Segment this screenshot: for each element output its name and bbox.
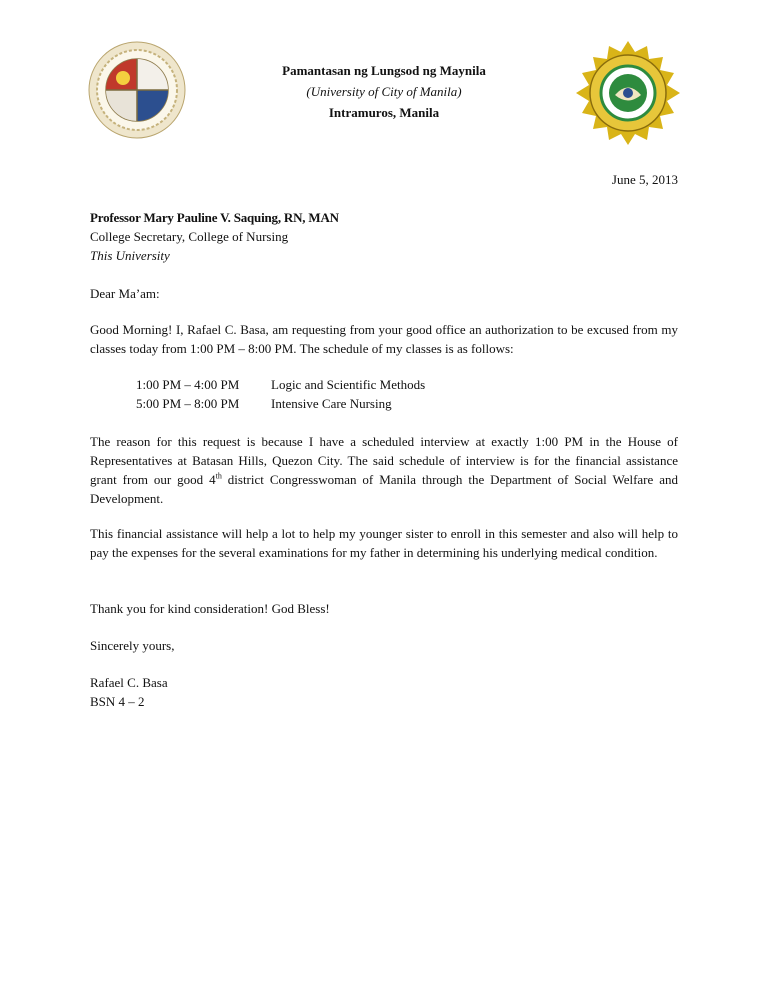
sender-name: Rafael C. Basa bbox=[90, 675, 168, 690]
salutation: Dear Ma’am: bbox=[90, 286, 160, 301]
paragraph-reason-part2: district Congresswoman of Manila through the Department of Social Welfare and Development. bbox=[90, 472, 678, 506]
recipient-title: College Secretary, College of Nursing bbox=[90, 229, 289, 244]
paragraph-reason bbox=[90, 432, 678, 508]
class-schedule bbox=[90, 375, 678, 413]
sender-section: BSN 4 – 2 bbox=[90, 694, 145, 709]
closing-line: Sincerely yours, bbox=[90, 638, 175, 653]
university-english-name: (University of City of Manila) bbox=[306, 84, 462, 99]
university-seal-left-icon bbox=[87, 40, 187, 140]
letterhead bbox=[200, 60, 568, 123]
paragraph-reason-part1: The reason for this request is because I have a scheduled interview at exactly 1:00 PM in the House of Representatives at Batasan Hills, Quezon City. The said schedule of interview is for the financial assistance grant from our good 4 bbox=[90, 434, 678, 487]
ordinal-suffix: th bbox=[215, 471, 222, 481]
schedule-time: 5:00 PM – 8:00 PM bbox=[136, 396, 240, 411]
signature-block bbox=[90, 673, 678, 711]
schedule-row bbox=[90, 394, 678, 413]
schedule-subject: Logic and Scientific Methods bbox=[271, 377, 426, 392]
schedule-row bbox=[90, 375, 678, 394]
recipient-block bbox=[90, 208, 678, 265]
thanks-line: Thank you for kind consideration! God Bless! bbox=[90, 601, 330, 616]
schedule-time: 1:00 PM – 4:00 PM bbox=[136, 377, 240, 392]
paragraph-request: Good Morning! I, Rafael C. Basa, am requesting from your good office an authorization to be excused from my classes today from 1:00 PM – 8:00 PM. The schedule of my classes is as follows: bbox=[90, 322, 678, 356]
recipient-institution: This University bbox=[90, 248, 170, 263]
university-name: Pamantasan ng Lungsod ng Maynila bbox=[282, 63, 486, 78]
paragraph-purpose: This financial assistance will help a lot to help my younger sister to enroll in this semester and also will help to pay the expenses for the several examinations for my father in determining his underlying medical condition. bbox=[90, 526, 678, 560]
recipient-name: Professor Mary Pauline V. Saquing, RN, MAN bbox=[90, 210, 339, 225]
university-location: Intramuros, Manila bbox=[328, 105, 440, 120]
schedule-subject: Intensive Care Nursing bbox=[271, 396, 392, 411]
college-seal-right-icon bbox=[575, 40, 681, 146]
letter-date: June 5, 2013 bbox=[611, 172, 678, 187]
